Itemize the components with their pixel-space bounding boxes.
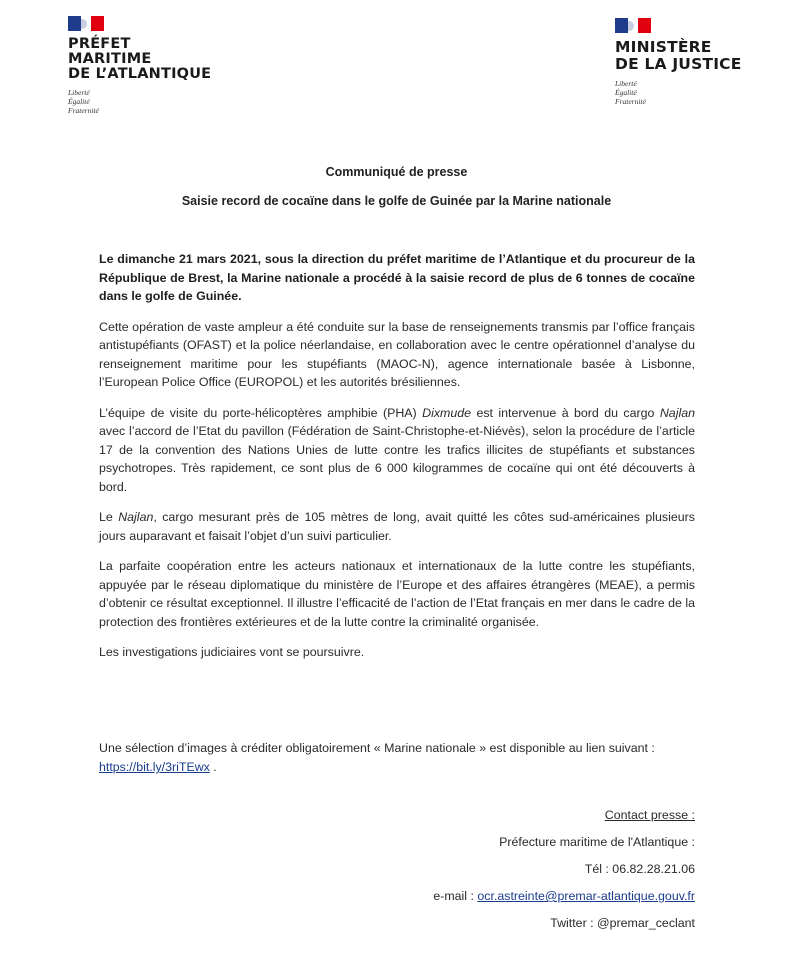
marianne-flag-icon xyxy=(615,18,659,33)
document-title: Communiqué de presse xyxy=(325,165,468,179)
motto-line: Liberté xyxy=(68,88,90,97)
paragraph-investigation: Les investigations judiciaires vont se poursuivre. xyxy=(99,645,365,659)
logo-name-line: MINISTÈRE xyxy=(615,38,712,56)
contact-email-label: e-mail : xyxy=(433,889,478,903)
logo-prefet-maritime xyxy=(68,16,211,115)
logo-name-line: DE L’ATLANTIQUE xyxy=(68,66,212,82)
text-span: est intervenue à bord du cargo xyxy=(471,405,660,420)
logo-name-line: MARITIME xyxy=(68,51,152,67)
contact-heading: Contact presse : xyxy=(604,808,695,822)
paragraph-boarding xyxy=(99,404,695,497)
text-span: , cargo mesurant près de 105 mètres de long, avait quitté les côtes sud-américaines plusieurs jours auparavant et faisait l’objet d’un suivi particulier. xyxy=(99,510,695,543)
paragraph-cooperation: La parfaite coopération entre les acteurs nationaux et internationaux de la lutte contre les stupéfiants, appuyée par le réseau diplomatique du ministère de l’Europe et des affaires étrangères (MEAE), a permis d’obtenir ce résultat exceptionnel. Il illustre l’efficacité de l’action de l’Etat français en mer dans le cadre de la protection des frontières extérieures et de la lutte contre la criminalité organisée. xyxy=(99,559,695,629)
media-after-link: . xyxy=(209,760,217,774)
motto xyxy=(68,88,211,115)
motto-line: Égalité xyxy=(68,97,90,106)
logo-ministere-justice xyxy=(615,18,742,106)
contact-twitter: Twitter : @premar_ceclant xyxy=(550,916,695,930)
contact-organization: Préfecture maritime de l'Atlantique : xyxy=(499,835,695,849)
motto-line: Fraternité xyxy=(615,97,646,106)
logo-name-line: DE LA JUSTICE xyxy=(615,55,742,73)
document-subtitle: Saisie record de cocaïne dans le golfe de Guinée par la Marine nationale xyxy=(181,194,612,208)
ship-name-dixmude: Dixmude xyxy=(422,405,472,420)
marianne-flag-icon xyxy=(68,16,112,31)
press-release-body xyxy=(99,250,695,674)
ship-name-najlan: Najlan xyxy=(118,510,154,524)
paragraph-cargo xyxy=(99,508,695,545)
logo-name xyxy=(615,39,742,73)
logo-name xyxy=(68,37,211,82)
text-span: Le xyxy=(99,510,119,524)
text-span: L’équipe de visite du porte-hélicoptères amphibie (PHA) xyxy=(99,405,423,420)
motto-line: Fraternité xyxy=(68,106,99,115)
media-notice xyxy=(99,739,699,777)
ship-name-najlan: Najlan xyxy=(659,405,695,420)
contact-email-link[interactable]: ocr.astreinte@premar-atlantique.gouv.fr xyxy=(477,889,695,903)
logo-name-line: PRÉFET xyxy=(68,36,131,52)
motto xyxy=(615,79,742,106)
motto-line: Égalité xyxy=(615,88,637,97)
paragraph-operation: Cette opération de vaste ampleur a été conduite sur la base de renseignements transmis par l’office français antistupéfiants (OFAST) et la police néerlandaise, en collaboration avec le centre opérationnel d’analyse du renseignement maritime pour les stupéfiants (MAOC-N), agence internationale basée à Lisbonne, l’European Police Office (EUROPOL) et les autorités brésiliennes. xyxy=(99,319,695,389)
contact-email-row xyxy=(433,887,695,914)
motto-line: Liberté xyxy=(615,79,637,88)
lead-paragraph: Le dimanche 21 mars 2021, sous la direction du préfet maritime de l’Atlantique et du procureur de la République de Brest, la Marine nationale a procédé à la saisie record de plus de 6 tonnes de cocaïne dans le golfe de Guinée. xyxy=(99,252,695,303)
media-text: Une sélection d’images à créditer obligatoirement « Marine nationale » est disponible au lien suivant : xyxy=(99,741,655,755)
press-contact xyxy=(433,806,695,941)
images-link[interactable]: https://bit.ly/3riTEwx xyxy=(99,760,210,774)
contact-phone: Tél : 06.82.28.21.06 xyxy=(584,862,695,876)
text-span: avec l’accord de l’Etat du pavillon (Fédération de Saint-Christophe-et-Niévès), selon la procédure de l’article 17 de la convention des Nations Unies de lutte contre les trafics illicites de stupéfiants et substances psychotropes. Très rapidement, ce sont plus de 6 000 kilogrammes de cocaïne qui ont été découverts à bord. xyxy=(99,424,695,494)
